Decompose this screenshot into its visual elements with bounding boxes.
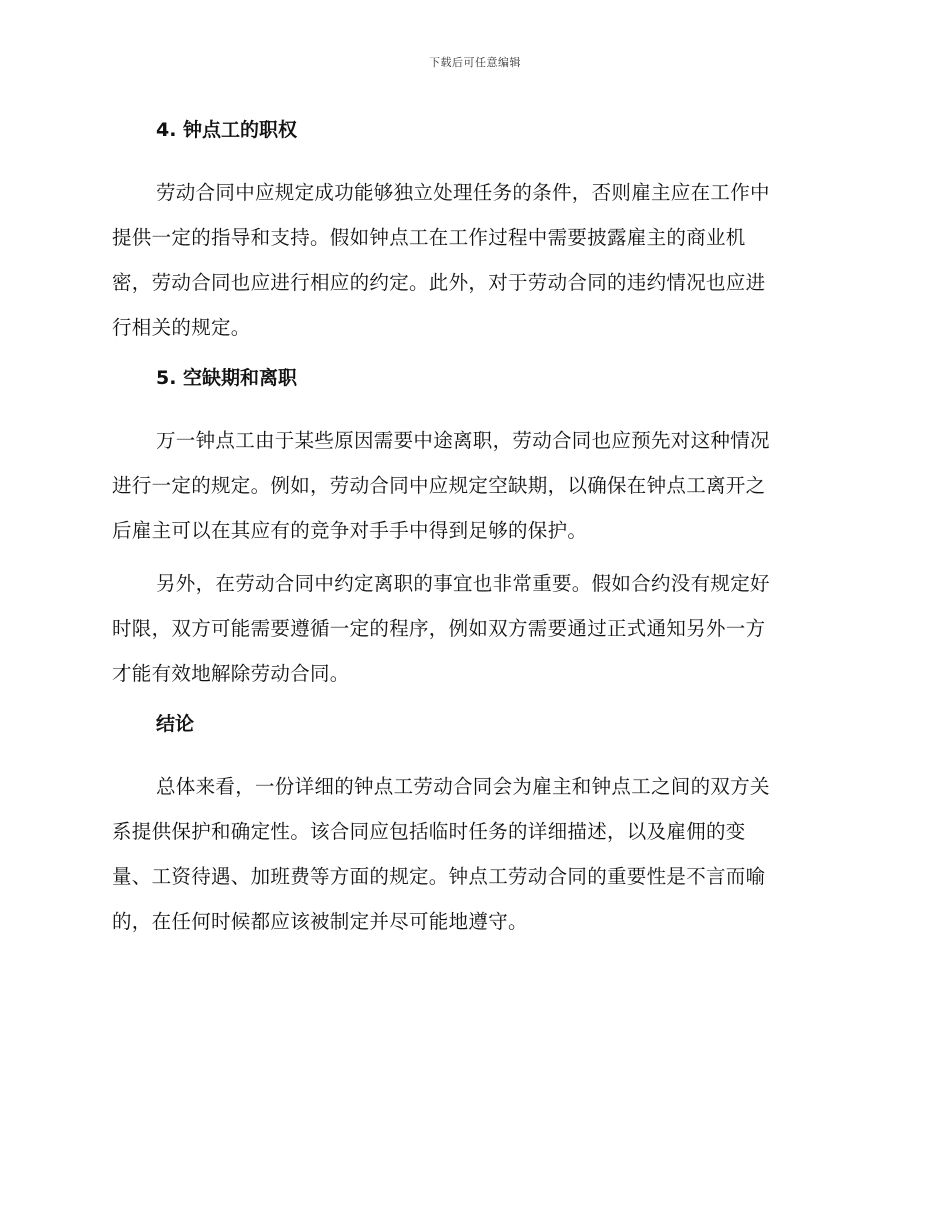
section-heading-vacancy: 5. 空缺期和离职 [156, 367, 298, 389]
paragraph-line: 的，在任何时候都应该被制定并尽可能地遵守。 [112, 910, 528, 933]
paragraph-line: 万一钟点工由于某些原因需要中途离职，劳动合同也应预先对这种情况 [156, 429, 770, 452]
paragraph [112, 170, 832, 350]
paragraph-line: 后雇主可以在其应有的竞争对手手中得到足够的保护。 [112, 519, 588, 542]
paragraph-line: 密，劳动合同也应进行相应的约定。此外，对于劳动合同的违约情况也应进 [112, 271, 766, 294]
paragraph-line: 才能有效地解除劳动合同。 [112, 662, 350, 685]
paragraph-line: 另外，在劳动合同中约定离职的事宜也非常重要。假如合约没有规定好 [156, 572, 770, 595]
paragraph [112, 764, 832, 944]
section-heading-duties: 4. 钟点工的职权 [156, 119, 298, 141]
paragraph-line: 劳动合同中应规定成功能够独立处理任务的条件，否则雇主应在工作中 [156, 181, 770, 204]
section-heading-conclusion: 结论 [156, 713, 195, 735]
paragraph [112, 418, 832, 553]
paragraph-line: 时限，双方可能需要遵循一定的程序，例如双方需要通过正式通知另外一方 [112, 617, 766, 640]
document-body [112, 110, 832, 952]
paragraph-line: 量、工资待遇、加班费等方面的规定。钟点工劳动合同的重要性是不言而喻 [112, 865, 766, 888]
paragraph-line: 总体来看，一份详细的钟点工劳动合同会为雇主和钟点工之间的双方关 [156, 775, 770, 798]
paragraph-line: 提供一定的指导和支持。假如钟点工在工作过程中需要披露雇主的商业机 [112, 226, 746, 249]
header-note: 下载后可任意编辑 [429, 56, 521, 69]
paragraph-line: 进行一定的规定。例如，劳动合同中应规定空缺期，以确保在钟点工离开之 [112, 474, 766, 497]
paragraph-line: 系提供保护和确定性。该合同应包括临时任务的详细描述，以及雇佣的变 [112, 820, 746, 843]
paragraph [112, 561, 832, 696]
paragraph-line: 行相关的规定。 [112, 316, 251, 339]
